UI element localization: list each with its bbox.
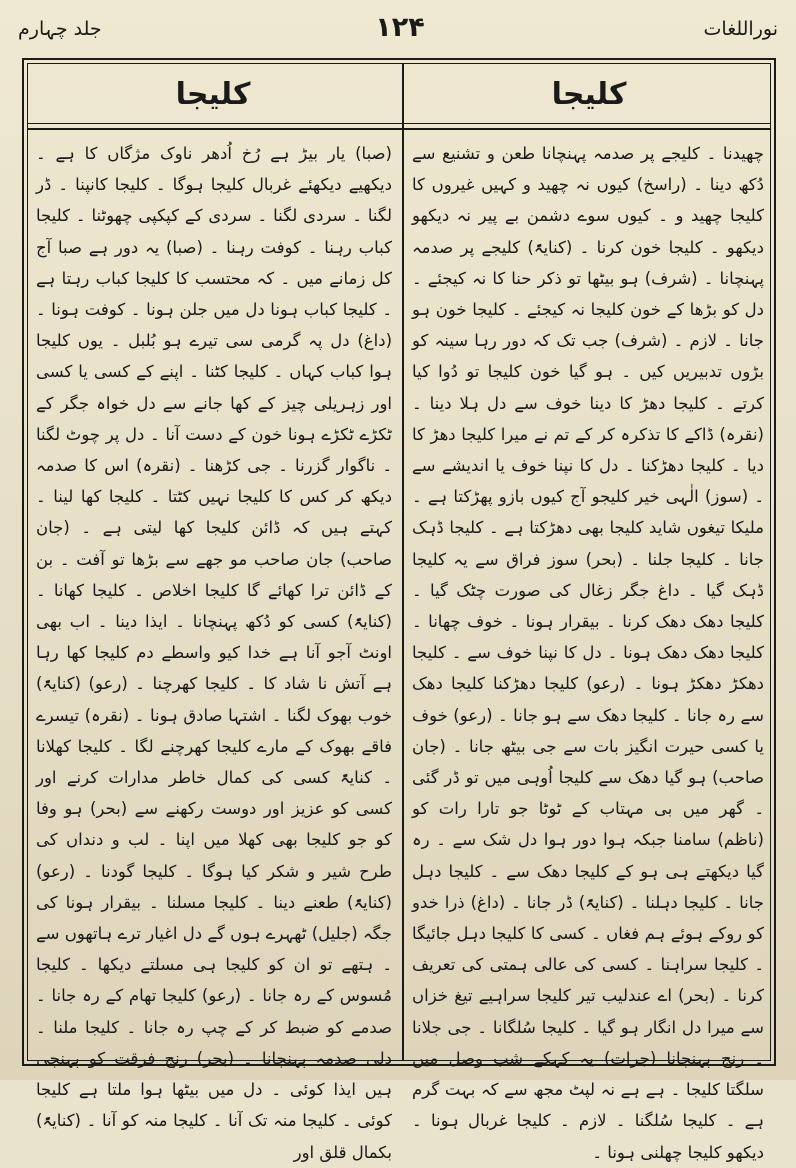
volume-label: جلد چہارم (18, 18, 102, 40)
right-column-text (412, 138, 764, 1162)
page-number: ۱۲۴ (375, 12, 425, 43)
left-column-text (36, 138, 392, 1162)
book-title: نوراللغات (703, 18, 778, 40)
running-head (0, 10, 796, 50)
left-column-entries: (صبا) یار بیڑ ہے رُخ اُدھر ناوک مژگاں کا ہے ۔ دیکھیے دیکھئے غربال کلیجا ہوگا ۔ کلیجا کانپنا ۔ ڈر لگنا ۔ سردی لگنا ۔ سردی کے کپکپی چھوٹنا ۔ کلیجا کباب رہنا ۔ کوفت رہنا ۔ (صبا) یہ دور ہے صبا آج کل زمانے میں ۔ کہ محتسب کا کلیجا کباب رہتا ہے ۔ کلیجا کباب ہونا دل میں جلن ہونا ۔ کوفت ہونا ۔ (داغ) دل پہ گرمی سی تیرے ہو بُلبل ۔ یوں کلیجا ہوا کباب کہاں ۔ کلیجا کٹنا ۔ اپنے کے کسی یا کسی اور زہریلی چیز کے کھا جانے سے دل خواہ جگر کے ٹکڑے ٹکڑے ہونا خون کے دست آنا ۔ دل پر چوٹ لگنا ۔ ناگوار گزرنا ۔ جی کڑھنا ۔ (نقرہ) اس کا صدمہ دیکھ کر کس کا کلیجا نہیں کٹتا ۔ کلیجا کھا لینا ۔ کہتے ہیں کہ ڈائن کلیجا کھا لیتی ہے ۔ (جان صاحب) جان صاحب مو جھے سے بڑھا تو آفت ۔ بن کے ڈائن ترا کھائے گا کلیجا اخلاص ۔ کلیجا کھانا ۔ (کنایۃً) کسی کو دُکھ پہنچانا ۔ ایذا دینا ۔ اب بھی اونٹ آجو آنا ہے خدا کیو واسطے دم کلیجا کھا رہا ہے آتش نا شاد کا ۔ کلیجا کھرچنا ۔ (رعو) (کنایۃً) خوب بھوک لگنا ۔ اشتہا صادق ہونا ۔ (نقرہ) تیسرے فاقے بھوک کے مارے کلیجا کھرچنے لگا ۔ کلیجا کھلانا ۔ کنایۃً کسی کی کمال خاطر مدارات کرنے اور کسی کو عزیز اور دوست رکھنے سے (بحر) ہو وفا کو جو کلیجا بھی کھلا میں اپنا ۔ لب و دنداں کی طرح شیر و شکر کیا ہوگا ۔ کلیجا گودنا ۔ (رعو) (کنایۃً) طعنے دینا ۔ کلیجا مسلنا ۔ بیقرار ہونا کی جگہ (جلیل) ٹھہرے ہوں گے دل اغیار ترے ہاتھوں سے ۔ ہتھے تو ان کو کلیجا ہی مسلتے دیکھا ۔ کلیجا مُسوس کے رہ جانا ۔ (رعو) کلیجا تھام کے رہ جانا ۔ صدمے کو ضبط کر کے چپ رہ جانا ۔ کلیجا ملنا ۔ دلی صدمہ پہنچانا ۔ (بحر) رنج فرقت کو پہنچی ہیں ایذا کوئی ۔ دل میں بیٹھا ہوا ملتا ہے کلیجا کوئی ۔ کلیجا منہ تک آنا ۔ کلیجا منہ کو آنا ۔ (کنایۃً) بکمال قلق اور (36, 144, 392, 1162)
right-column-heading: کلیجا (551, 77, 627, 112)
frame-inner-border (27, 63, 771, 1162)
left-column-heading: کلیجا (175, 77, 251, 112)
page-frame (22, 58, 776, 1162)
column-divider (402, 64, 404, 1060)
header-rule (28, 123, 770, 124)
right-column-entries: چھیدنا ۔ کلیجے پر صدمہ پہنچانا طعن و تشنیع سے دُکھ دینا ۔ (راسخ) کیوں نہ چھید و کہیں غیروں کا کلیجا چھید و ۔ کیوں سوے دشمن بے پیر نہ دیکھو دیکھو ۔ کلیجا خون کرنا ۔ (کنایۃً) کلیجے پر صدمہ پہنچانا ۔ (شرف) ہو بیٹھا تو ذکر حنا کا نہ کیجئے ۔ دل کو بڑھا کے خون کلیجا نہ کیجئے ۔ کلیجا خون ہو جانا ۔ لازم ۔ (شرف) جب تک کہ دور رہا سینہ کو بڑوں تدبیریں کیں ۔ ہو گیا خون کلیجا تو دُوا کیا کرتے ۔ کلیجا دھڑ کا دینا خوف سے دل ہلا دینا ۔ (نقرہ) ڈاکے کا تذکرہ کر کے تم نے میرا کلیجا دھڑ کا دیا ۔ کلیجا دھڑکنا ۔ دل کا نپنا خوف یا اندیشے سے ۔ (سوز) الٰہی خیر کلیجو آج کیوں بازو پھڑکتا ہے ۔ ملیکا تیغوں شاید کلیجا بھی دھڑکتا ہے ۔ کلیجا ڈہک جانا ۔ کلیجا جلنا ۔ (بحر) سوز فراق سے یہ کلیجا ڈہک گیا ۔ داغ جگر زغال کی صورت چٹک گیا ۔ کلیجا دھک دھک کرنا ۔ بیقرار ہونا ۔ خوف چھانا ۔ کلیجا دھک دھک ہونا ۔ دل کا نپنا خوف سے ۔ کلیجا دھکڑ دھکڑ ہونا ۔ (رعو) کلیجا دھڑکنا کلیجا دھک سے رہ جانا ۔ کلیجا دھک سے ہو جانا ۔ (رعو) خوف یا کسی حیرت انگیز بات سے جی بیٹھ جانا ۔ (جان صاحب) ہو گیا دھک سے کلیجا اُوہی میں تو ڈر گئی ۔ گھر میں بی مہتاب کے ٹوٹا جو تارا رات کو (ناظم) سامنا جبکہ ہوا دور ہوا دل شک سے ۔ رہ گیا دیکھتے ہی ہو کے کلیجا دھک سے ۔ کلیجا دہل جانا ۔ کلیجا دہلنا ۔ (کنایۃً) ڈر جانا ۔ (داغ) ذرا خدو کو روکے ہوئے ہم فغاں ۔ کسی کا کلیجا دہل جائیگا ۔ کلیجا سراہنا ۔ کسی کی عالی ہمتی کی تعریف کرنا ۔ (بحر) اے عندلیب تیر کلیجا سراہیے تیغ خزاں سے میرا دل انگار ہو گیا ۔ کلیجا سُلگانا ۔ جی جلانا ۔ رنج پہنچانا (جرات) یہ کہکے شب وصل میں سلگتا کلیجا ۔ ہے ہے نہ لپٹ مجھ سے کہ بہت گرم ہے ۔ کلیجا سُلگنا ۔ لازم ۔ کلیجا غربال ہونا ۔ دیکھو کلیجا چھلنی ہونا ۔ (412, 144, 764, 1162)
column-header-band (28, 64, 770, 130)
